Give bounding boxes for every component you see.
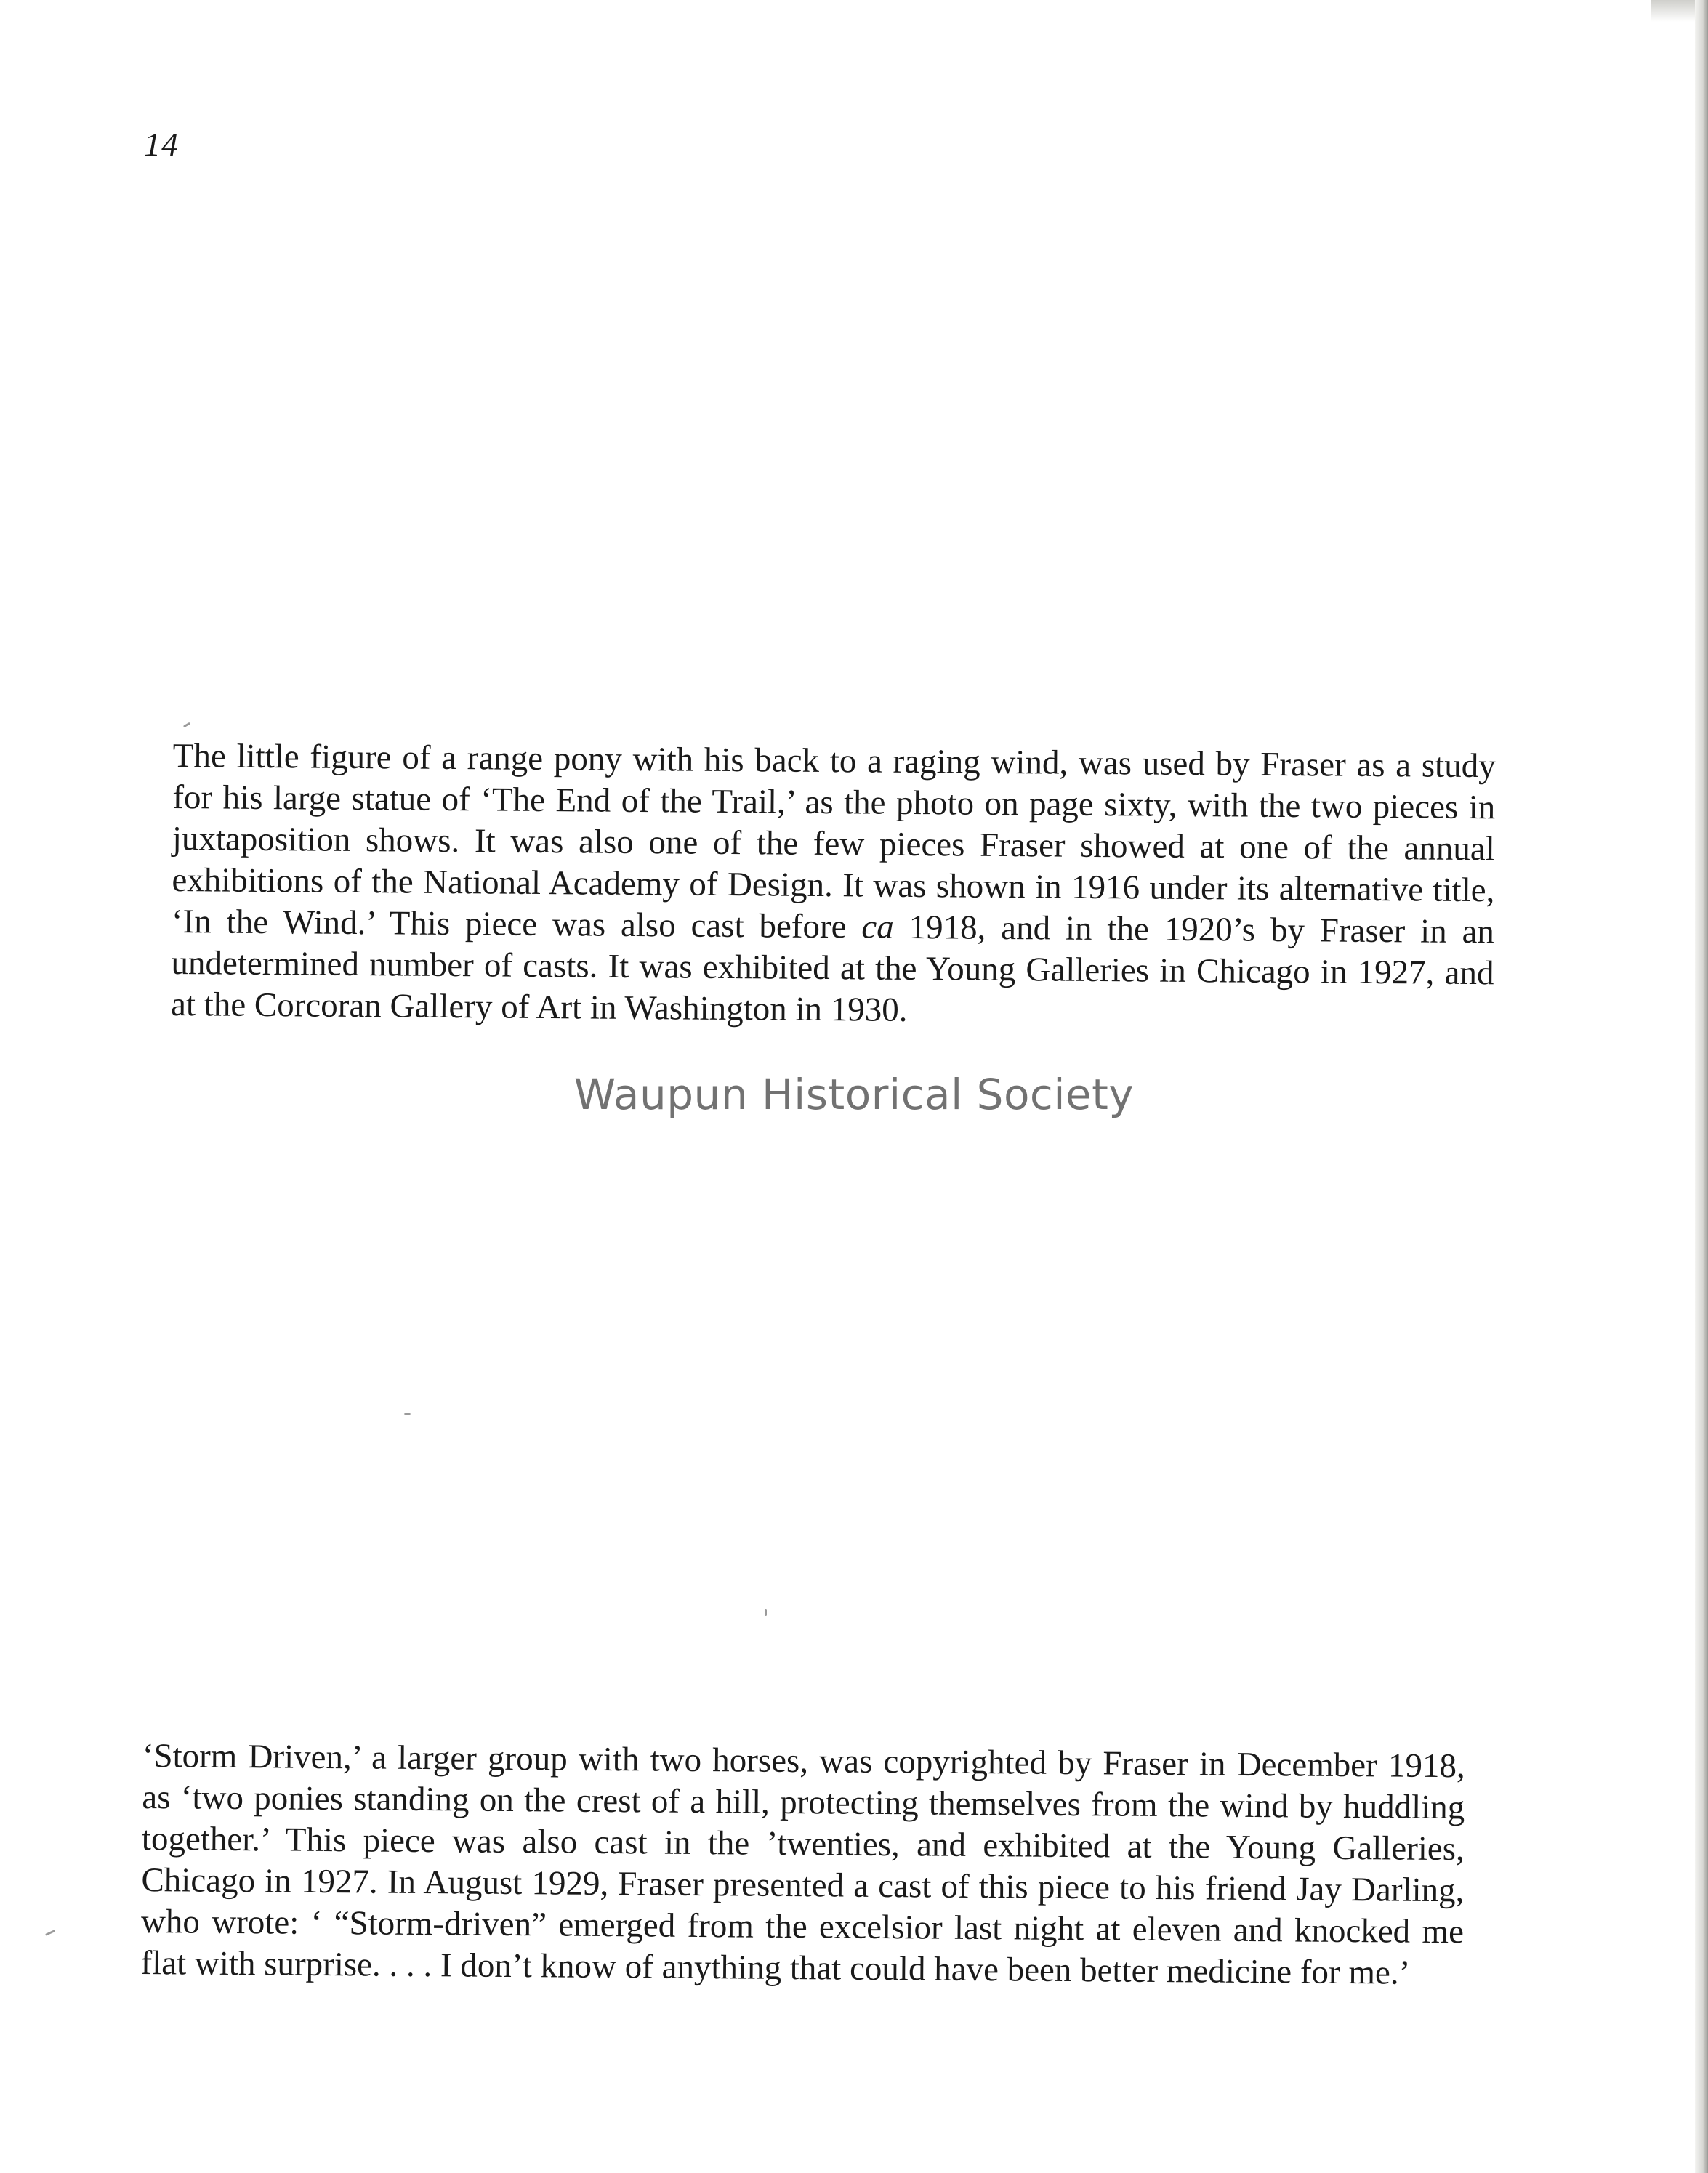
- italic-abbreviation: ca: [861, 908, 894, 946]
- paragraph-text-segment: 1918, and in the 1920’s by Fraser in an undetermined number of casts. It was exhibited at the Young Galleries in Chicago in 1927, and at the Corcoran Gallery of Art in Washington in 1930.: [170, 908, 1495, 1029]
- page-number: 14: [144, 126, 179, 163]
- paragraph-text-segment: The little figure of a range pony with his back to a raging wind, was used by Fraser as a study for his large statue of ‘The End of the Trail,’ as the photo on page sixty, with the two pieces in juxtaposition shows. It was also one of the few pieces Fraser showed at one of the annual exhibitions of the National Academy of Design. It was shown in 1916 under its alternative title, ‘In the Wind.’ This piece was also cast before: [171, 736, 1496, 946]
- page-edge-top-shadow: [1651, 0, 1695, 22]
- watermark-text: Waupun Historical Society: [573, 1070, 1135, 1119]
- scan-speck: [765, 1609, 767, 1616]
- paragraph-text-segment: ‘Storm Driven,’ a larger group with two horses, was copyrighted by Fraser in December 1918, as ‘two ponies standing on the crest of a hill, protecting themselves from the wind by huddling together.’ This piece was also cast in the ’twenties, and exhibited at the Young Galleries, Chicago in 1927. In August 1929, Fraser presented a cast of this piece to his friend Jay Darling, who wrote: ‘ “Storm-driven” emerged from the excelsior last night at eleven and knocked me flat with surprise. . . . I don’t know of anything that could have been better medicine for me.’: [140, 1737, 1465, 1992]
- scan-speck: [183, 722, 190, 728]
- scan-speck: [45, 1930, 55, 1936]
- paragraph-storm-pony: [171, 735, 1496, 1036]
- paragraph-storm-driven: [140, 1735, 1465, 1994]
- scan-speck: [404, 1413, 411, 1415]
